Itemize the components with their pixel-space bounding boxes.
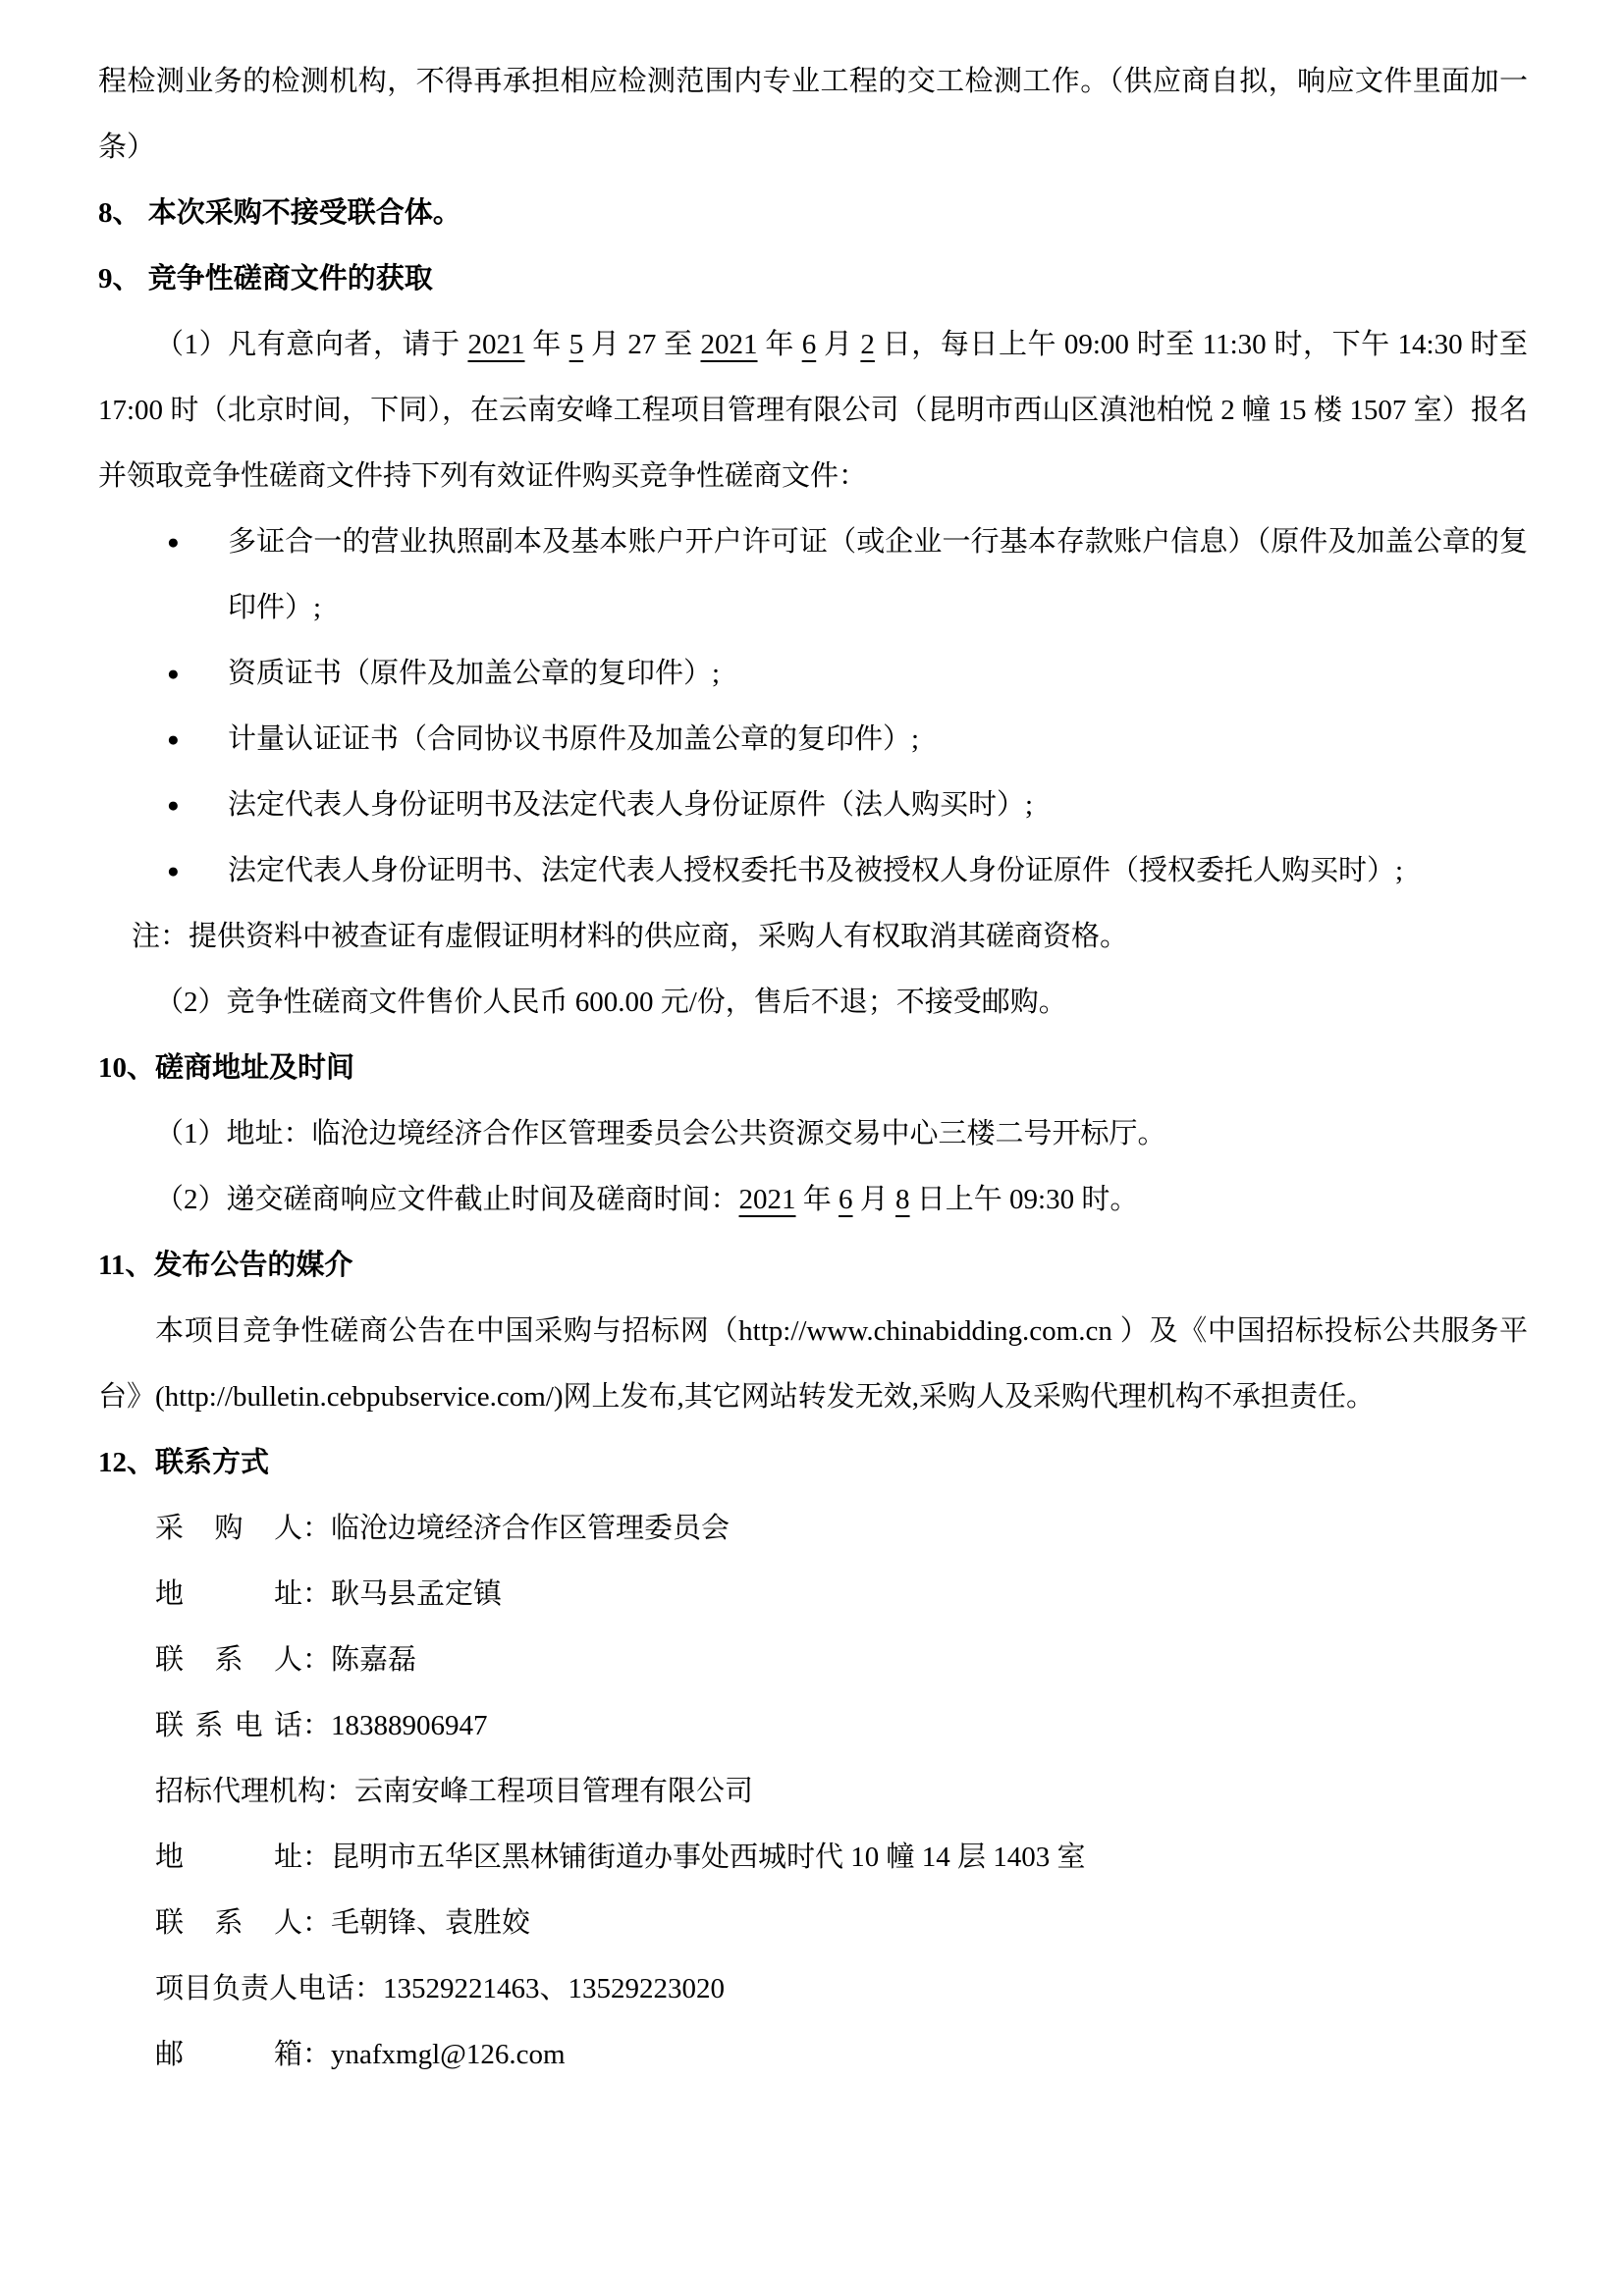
text-segment: （1）凡有意向者，请于	[155, 329, 468, 360]
contact-row-address	[98, 1562, 1528, 1628]
text-segment: 月 27 至	[583, 329, 701, 360]
contact-label: 招标代理机构	[155, 1776, 327, 1807]
underlined-month: 6	[839, 1184, 853, 1215]
contact-value: 临沧边境经济合作区管理委员会	[331, 1513, 731, 1544]
bullet-item	[98, 509, 1528, 641]
text-segment: 日，每日上午 09:00 时至 11:30 时，下午 14:30 时至 17:00 时（北京时间，下同），在云南安峰工程项目管理有限公司（昆明市西山区滇池柏悦 2 幢 15 楼 1507 室）报名并领取竞争性磋商文件持下列有效证件购买竞争性磋商文件：	[98, 329, 1528, 492]
bullet-text: 资质证书（原件及加盖公章的复印件）;	[228, 658, 721, 689]
contact-value: 陈嘉磊	[331, 1644, 417, 1676]
contact-label: 项目负责人电话	[155, 1973, 355, 2004]
section-9-note: 注：提供资料中被查证有虚假证明材料的供应商，采购人有权取消其磋商资格。	[132, 921, 1129, 952]
bullet-icon: ●	[167, 727, 180, 751]
section-10-heading: 10、磋商地址及时间	[98, 1052, 355, 1084]
continuation-text: 程检测业务的检测机构，不得再承担相应检测范围内专业工程的交工检测工作。（供应商自拟，响应文件里面加一条）	[98, 66, 1528, 163]
bullet-text: 法定代表人身份证明书及法定代表人身份证原件（法人购买时）;	[228, 789, 1034, 821]
underlined-year: 2021	[738, 1184, 796, 1215]
contact-row-contact-person	[98, 1628, 1528, 1693]
text-segment: 年	[795, 1184, 839, 1215]
colon: ：	[302, 2039, 332, 2070]
colon: ：	[354, 1973, 384, 2004]
underlined-year: 2021	[700, 329, 758, 360]
contact-row-agency	[98, 1759, 1528, 1825]
text-segment: （2）递交磋商响应文件截止时间及磋商时间：	[155, 1184, 739, 1215]
contact-value: ynafxmgl@126.com	[331, 2039, 566, 2070]
underlined-month: 6	[801, 329, 817, 360]
section-10-paragraph-1: （1）地址：临沧边境经济合作区管理委员会公共资源交易中心三楼二号开标厅。	[155, 1118, 1166, 1149]
bullet-icon: ●	[167, 793, 180, 817]
contact-label: 采购人	[155, 1513, 302, 1544]
section-11-heading: 11、发布公告的媒介	[98, 1250, 353, 1281]
text-segment: 年	[524, 329, 569, 360]
colon: ：	[302, 1710, 332, 1741]
bullet-item	[98, 773, 1528, 838]
contact-row-project-manager-phone	[98, 1956, 1528, 2022]
bullet-icon: ●	[167, 859, 180, 882]
contact-value: 毛朝锋、袁胜姣	[331, 1907, 531, 1939]
bullet-icon: ●	[167, 662, 180, 685]
underlined-month: 5	[568, 329, 584, 360]
bullet-text: 计量认证证书（合同协议书原件及加盖公章的复印件）;	[228, 723, 920, 755]
bullet-item	[98, 641, 1528, 707]
text-segment: 日上午 09:30 时。	[909, 1184, 1139, 1215]
colon: ：	[326, 1776, 355, 1807]
contact-row-email	[98, 2022, 1528, 2088]
colon: ：	[302, 1578, 332, 1610]
contact-row-purchaser	[98, 1496, 1528, 1562]
contact-value: 云南安峰工程项目管理有限公司	[354, 1776, 754, 1807]
colon: ：	[302, 1644, 332, 1676]
bullet-text: 法定代表人身份证明书、法定代表人授权委托书及被授权人身份证原件（授权委托人购买时）;	[228, 855, 1404, 886]
contact-row-phone	[98, 1693, 1528, 1759]
section-12-heading: 12、联系方式	[98, 1447, 270, 1478]
colon: ：	[302, 1907, 332, 1939]
section-9-heading: 9、 竞争性磋商文件的获取	[98, 263, 433, 294]
bullet-text: 多证合一的营业执照副本及基本账户开户许可证（或企业一行基本存款账户信息）（原件及加盖公章的复印件）;	[228, 526, 1528, 623]
contact-value: 耿马县孟定镇	[331, 1578, 503, 1610]
underlined-day: 2	[860, 329, 875, 360]
bullet-item	[98, 707, 1528, 773]
underlined-year: 2021	[467, 329, 525, 360]
contact-label: 邮箱	[155, 2039, 302, 2070]
contact-row-agency-contact	[98, 1891, 1528, 1956]
contact-label: 联系人	[155, 1907, 302, 1939]
continuation-paragraph	[98, 49, 1528, 181]
contact-label: 联系人	[155, 1644, 302, 1676]
colon: ：	[302, 1842, 332, 1873]
colon: ：	[302, 1513, 332, 1544]
section-9-paragraph-1	[98, 312, 1528, 509]
contact-value: 13529221463、13529223020	[383, 1973, 726, 2004]
text-segment: 月	[816, 329, 861, 360]
section-8-heading: 8、 本次采购不接受联合体。	[98, 197, 461, 229]
text-segment: 月	[852, 1184, 896, 1215]
section-10-paragraph-2	[98, 1167, 1528, 1233]
contact-label: 地址	[155, 1578, 302, 1610]
contact-row-agency-address	[98, 1825, 1528, 1891]
contact-value: 昆明市五华区黑林铺街道办事处西城时代 10 幢 14 层 1403 室	[331, 1842, 1086, 1873]
section-9-paragraph-2: （2）竞争性磋商文件售价人民币 600.00 元/份，售后不退；不接受邮购。	[155, 987, 1067, 1018]
bullet-item	[98, 838, 1528, 904]
underlined-day: 8	[895, 1184, 910, 1215]
contact-value: 18388906947	[331, 1710, 488, 1741]
contact-label: 地址	[155, 1842, 302, 1873]
section-11-paragraph: 本项目竞争性磋商公告在中国采购与招标网（http://www.chinabidding.com.cn ）及《中国招标投标公共服务平台》(http://bulletin.cebpubservice.com/)网上发布,其它网站转发无效,采购人及采购代理机构不承担责任。	[98, 1315, 1528, 1413]
bullet-icon: ●	[167, 530, 180, 554]
contact-label: 联系电话	[155, 1710, 302, 1741]
text-segment: 年	[757, 329, 802, 360]
